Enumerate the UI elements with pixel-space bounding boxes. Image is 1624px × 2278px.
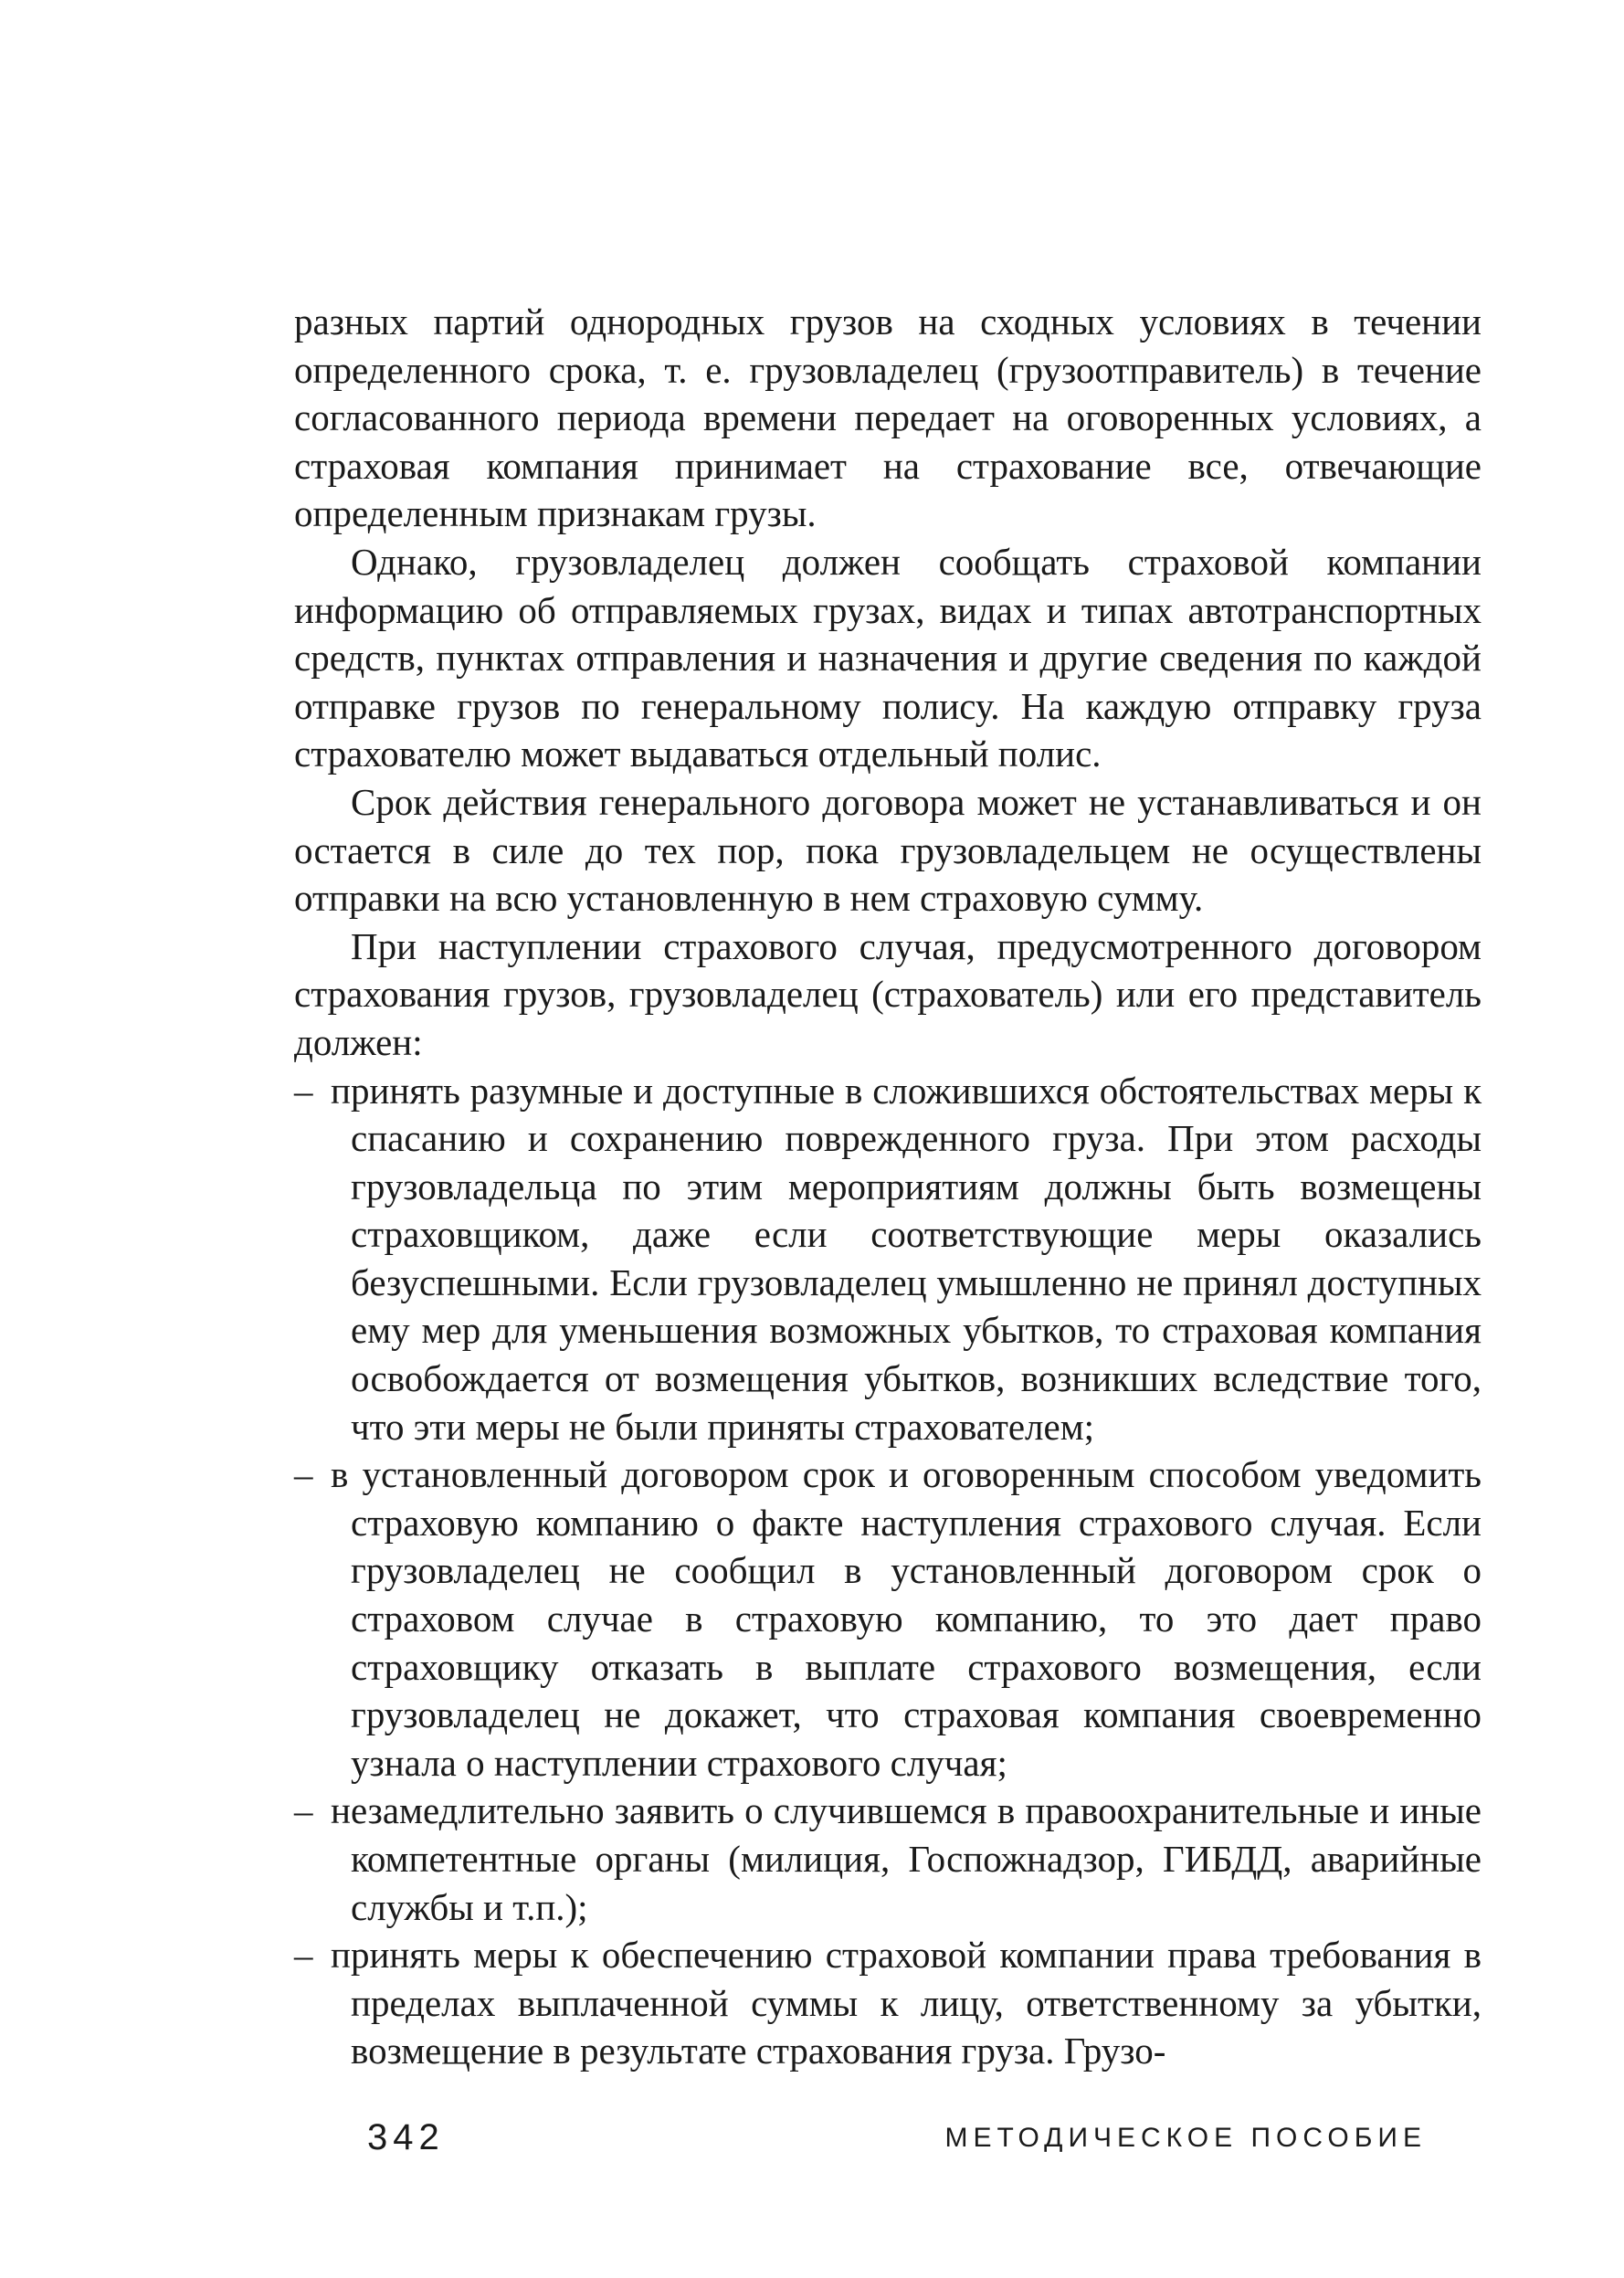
list-item — [294, 1450, 1482, 1787]
list-item-text: принять разумные и доступные в сложившихся обстоятельствах меры к спасанию и сохранению поврежденного груза. При этом расходы грузовладельца по этим мероприятиям должны быть возмещены страховщиком, даже если соответствующие меры оказались безуспешными. Если грузовладелец умышленно не принял доступных ему мер для уменьшения возможных убытков, то страховая компания освобождается от возмещения убытков, возникших вследствие того, что эти меры не были приняты страхователем; — [331, 1069, 1482, 1448]
paragraph: Однако, грузовладелец должен сообщать страховой компании информацию об отправляемых грузах, видах и типах автотранспортных средств, пунктах отправления и назначения и другие сведения по каждой отправке грузов по генеральному полису. На каждую отправку груза страхователю может выдаваться отдельный полис. — [294, 540, 1482, 775]
page-footer — [0, 2117, 1624, 2172]
list-dash: – — [294, 1789, 313, 1832]
page-number: 342 — [367, 2117, 445, 2157]
list-item-text: незамедлительно заявить о случившемся в правоохранительные и иные компетентные органы (милиция, Госпожнадзор, ГИБДД, аварийные службы и т.п.); — [331, 1789, 1482, 1928]
list-item-text: в установленный договором срок и оговоренным способом уведомить страховую компанию о факте наступления страхового случая. Если грузовладелец не сообщил в установленный договором срок о страховом случае в страховую компанию, то это дает право страховщику отказать в выплате страхового возмещения, если грузовладелец не докажет, что страховая компания своевременно узнала о наступлении страхового случая; — [331, 1453, 1482, 1784]
list-dash: – — [294, 1934, 313, 1977]
paragraph: разных партий однородных грузов на сходных условиях в течении определенного срока, т. е. грузовладелец (грузоотправитель) в течение согласованного периода времени передает на оговоренных условиях, а страховая компания принимает на страхование все, отвечающие определенным признакам грузы. — [294, 301, 1482, 535]
list-item — [294, 1067, 1482, 1451]
list-dash: – — [294, 1453, 313, 1496]
list-item-text: принять меры к обеспечению страховой компании права требования в пределах выплаченной суммы к лицу, ответственному за убытки, возмещение в результате страхования груза. Грузо- — [331, 1934, 1482, 2072]
running-title: МЕТОДИЧЕСКОЕ ПОСОБИЕ — [944, 2123, 1427, 2153]
obligations-list — [294, 1067, 1482, 2075]
body-text — [294, 298, 1482, 2075]
paragraph: При наступлении страхового случая, предусмотренного договором страхования грузов, грузовладелец (страхователь) или его представитель должен: — [294, 924, 1482, 1063]
list-dash: – — [294, 1069, 313, 1112]
list-item — [294, 1787, 1482, 1931]
list-item — [294, 1931, 1482, 2075]
paragraph: Срок действия генерального договора может не устанавливаться и он остается в силе до тех пор, пока грузовладельцем не осуществлены отправки на всю установленную в нем страховую сумму. — [294, 780, 1482, 920]
